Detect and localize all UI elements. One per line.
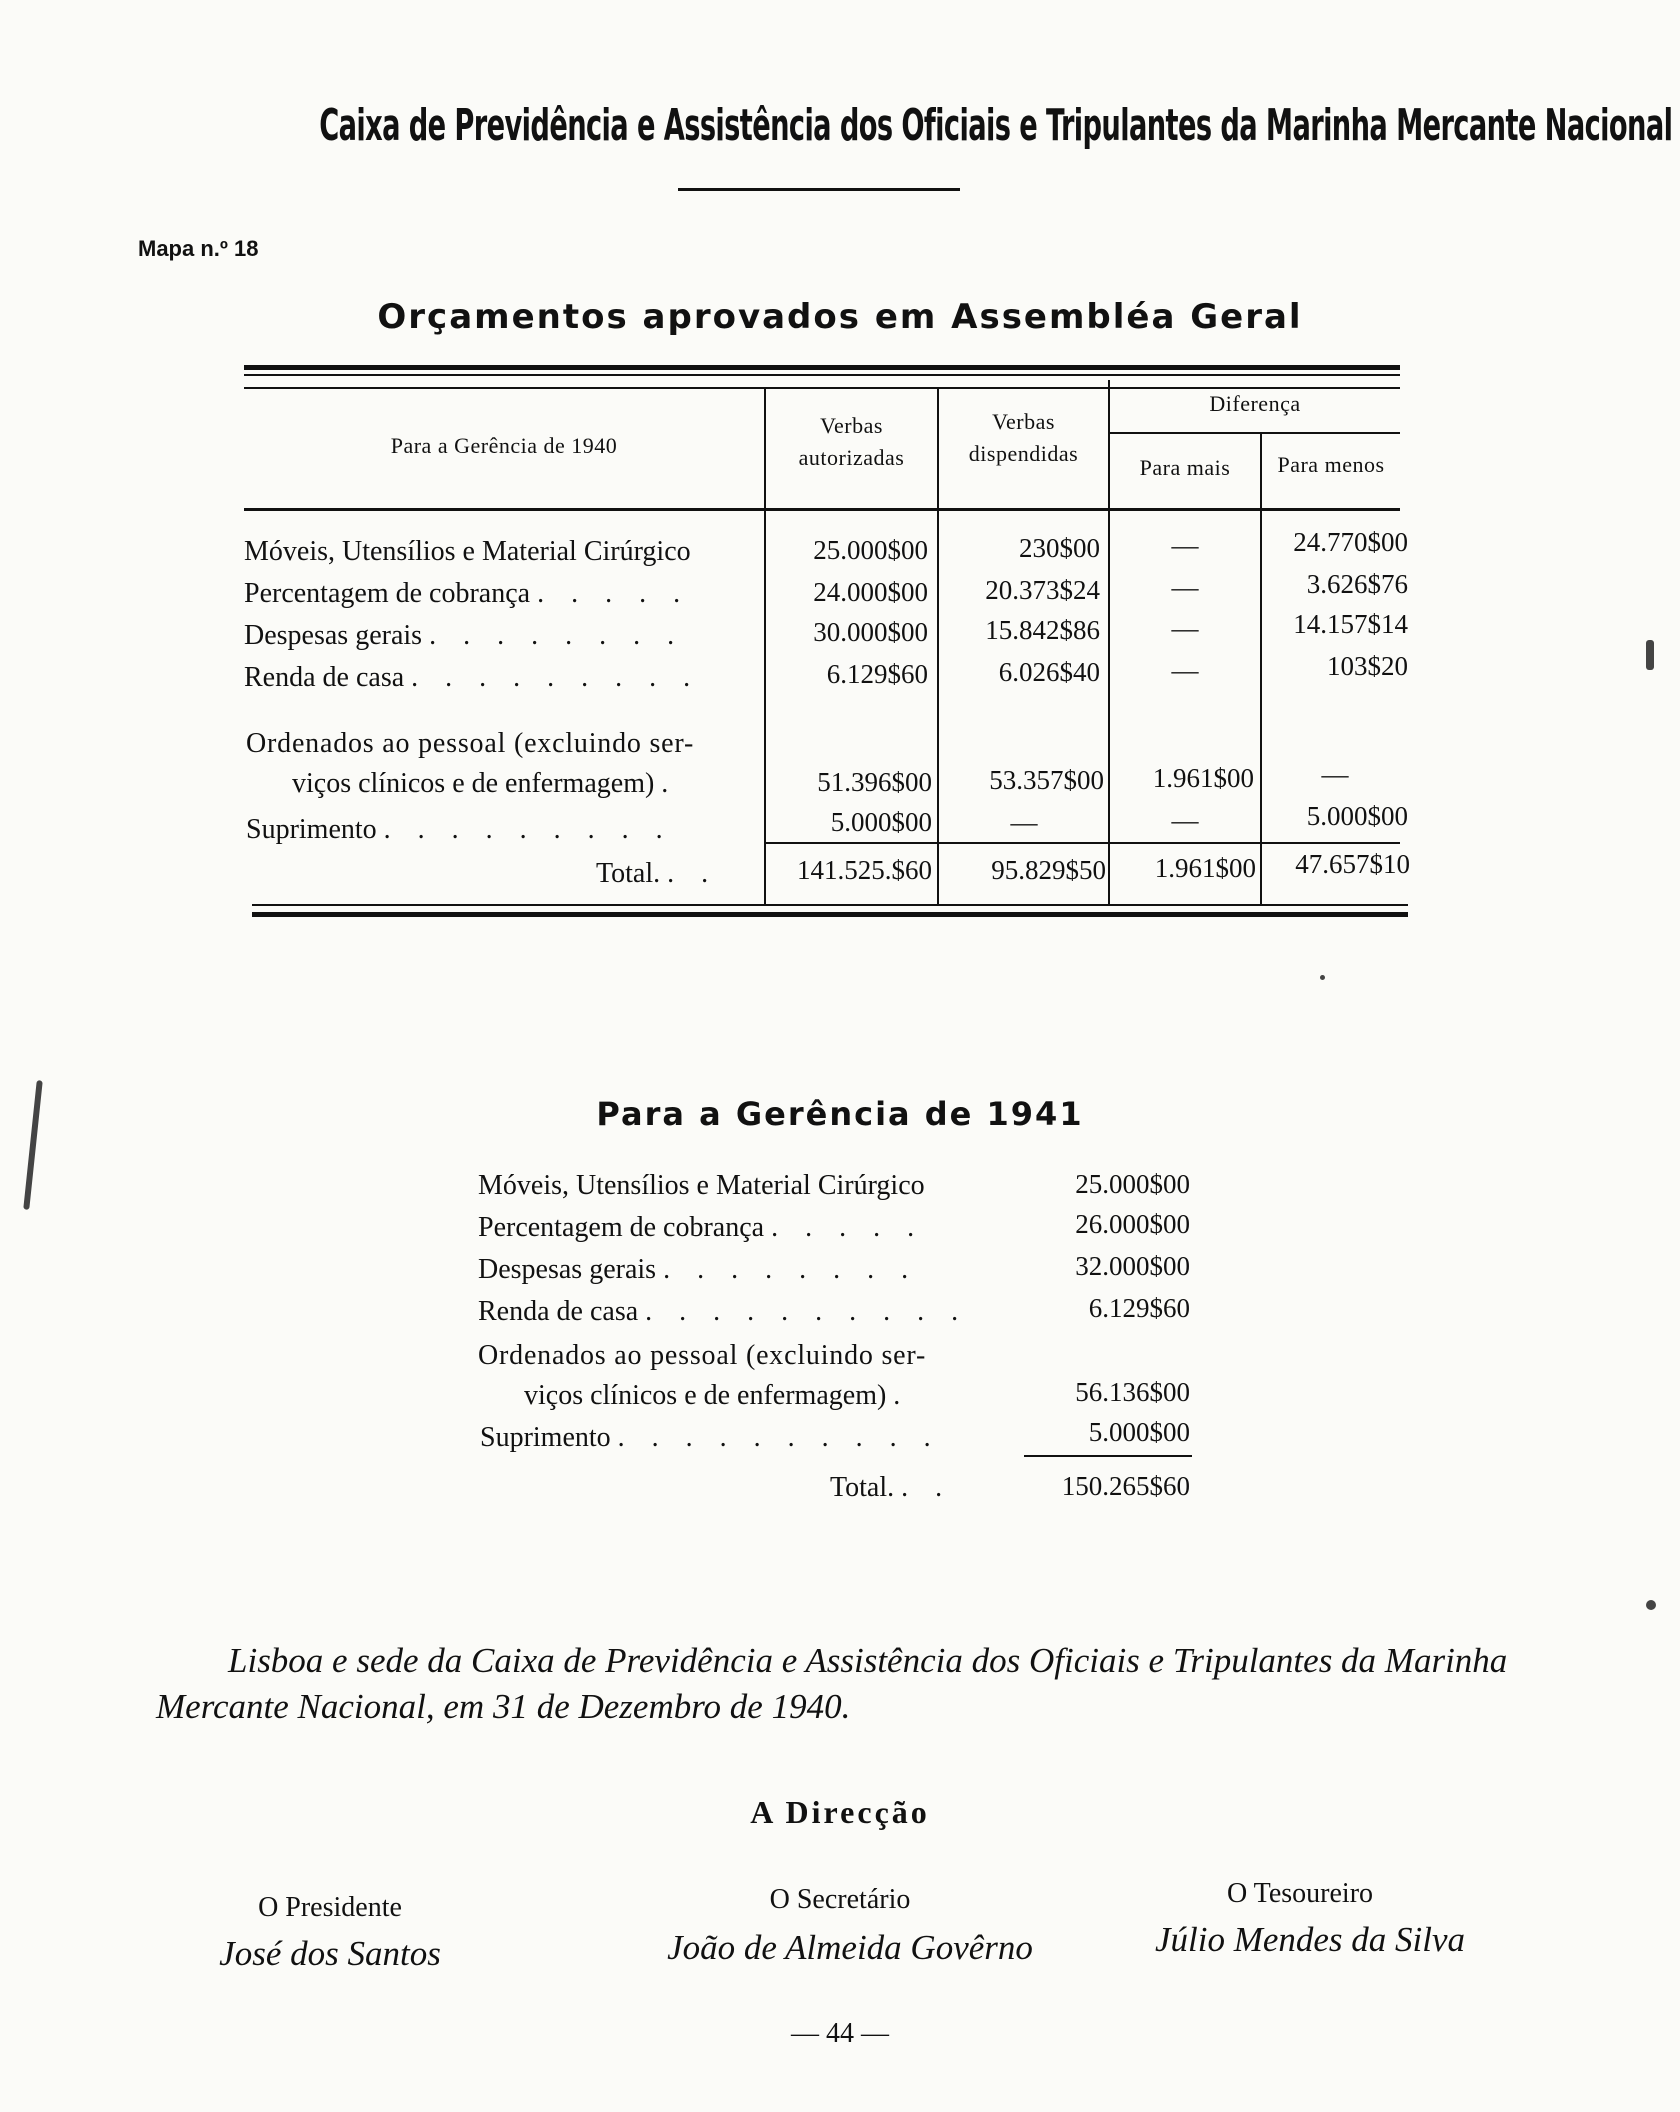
budget-row-label-text: Suprimento (480, 1422, 611, 1453)
cell-spent: 15.842$86 (985, 615, 1100, 645)
budget-1941-title: Para a Gerência de 1941 (596, 1095, 1084, 1133)
cell-spent: 20.373$24 (985, 575, 1100, 605)
leader-dots: . . . . . (771, 1212, 925, 1243)
leader-dots: . . . . . . . . . (383, 814, 673, 845)
row-label (244, 660, 700, 696)
header-difference: Diferença (1209, 391, 1301, 416)
table-top-rule (244, 365, 1400, 370)
budget-total-value: 150.265$60 (1061, 1471, 1190, 1501)
cell-plus: — (1171, 530, 1199, 560)
header-minus: Para menos (1277, 452, 1385, 477)
cell-minus: 5.000$00 (1306, 801, 1408, 831)
leader-dots: . . (901, 1472, 953, 1503)
budget-row-label: Móveis, Utensílios e Material Cirúrgico (478, 1170, 925, 1201)
table-bottom-rule (252, 912, 1408, 917)
total-authorized: 141.525.$60 (797, 855, 932, 885)
difference-subrule (1110, 432, 1400, 434)
row-label-continuation (292, 766, 678, 802)
cell-minus: 103$20 (1327, 651, 1408, 681)
header-spent-line1: Verbas (992, 409, 1055, 434)
budget-row-value: 6.129$60 (1088, 1293, 1190, 1323)
table-title: Orçamentos aprovados em Assembléa Geral (377, 297, 1303, 337)
budget-total-rule (1024, 1455, 1192, 1457)
budget-row-value: 56.136$00 (1075, 1377, 1190, 1407)
budget-total-label-text: Total. (830, 1472, 895, 1503)
row-label: Ordenados ao pessoal (excluindo ser- (246, 728, 695, 759)
cell-authorized: 6.129$60 (826, 659, 928, 689)
total-label (596, 856, 718, 892)
budget-row-value: 32.000$00 (1075, 1251, 1190, 1281)
cell-plus: — (1171, 572, 1199, 602)
cell-minus: 14.157$14 (1293, 609, 1408, 639)
scan-speck (1320, 975, 1325, 980)
signature-name-treasurer: Júlio Mendes da Silva (1154, 1920, 1466, 1959)
cell-spent: 53.357$00 (989, 765, 1104, 795)
cell-authorized: 25.000$00 (813, 535, 928, 565)
cell-minus: 24.770$00 (1293, 527, 1408, 557)
table-top-rule-thin (244, 374, 1400, 376)
header-authorized (766, 410, 937, 474)
budget-row-value: 25.000$00 (1075, 1169, 1190, 1199)
cell-authorized: 30.000$00 (813, 617, 928, 647)
leader-dots: . . . . . . . . . . (645, 1296, 969, 1327)
closing-statement: Lisboa e sede da Caixa de Previdência e Assistência dos Oficiais e Tripulantes da Marinha Mercante Nacional, em 31 de Dezembro de 1940. (156, 1641, 1508, 1726)
board-title: A Direcção (750, 1794, 930, 1830)
budget-row-label-text: Percentagem de cobrança (478, 1212, 765, 1243)
budget-row-label-continuation (524, 1378, 910, 1414)
total-plus: 1.961$00 (1154, 853, 1256, 883)
subtotal-rule (766, 842, 1400, 844)
leader-dots: . . (667, 858, 719, 889)
budget-row-value: 5.000$00 (1088, 1417, 1190, 1447)
row-label (244, 576, 690, 612)
scan-speck (1646, 640, 1654, 670)
budget-total-label (830, 1470, 952, 1506)
cell-spent: 230$00 (1019, 533, 1100, 563)
total-minus: 47.657$10 (1295, 849, 1410, 879)
signature-role-secretary: O Secretário (769, 1884, 911, 1915)
cell-spent: — (1010, 807, 1038, 837)
header-spent-line2: dispendidas (968, 441, 1079, 466)
header-plus: Para mais (1139, 455, 1231, 480)
row-label-text: Percentagem de cobrança (244, 578, 531, 609)
row-label (244, 618, 684, 654)
cell-minus: 3.626$76 (1306, 569, 1408, 599)
cell-authorized: 51.396$00 (817, 767, 932, 797)
row-label-text: Renda de casa (244, 662, 405, 693)
map-number: Mapa n.º 18 (138, 236, 259, 261)
cell-minus: — (1321, 759, 1349, 789)
leader-dots: . . . . . . . . . . (617, 1422, 941, 1453)
cell-authorized: 24.000$00 (813, 577, 928, 607)
budget-row-label: Ordenados ao pessoal (excluindo ser- (478, 1340, 927, 1371)
page-number: — 44 — (791, 2018, 889, 2049)
budget-row-label-text: Renda de casa (478, 1296, 639, 1327)
budget-row-value: 26.000$00 (1075, 1209, 1190, 1239)
header-authorized-line1: Verbas (820, 413, 883, 438)
row-label-text: viços clínicos e de enfermagem) (292, 768, 655, 799)
leader-dots: . (893, 1380, 911, 1411)
row-label (246, 812, 673, 848)
row-label-text: Despesas gerais (244, 620, 423, 651)
header-period-label: Para a Gerência de 1940 (390, 433, 618, 458)
cell-plus: — (1171, 655, 1199, 685)
cell-plus: — (1171, 613, 1199, 643)
budget-row-label (480, 1420, 941, 1456)
cell-plus: 1.961$00 (1152, 763, 1254, 793)
cell-spent: 6.026$40 (998, 657, 1100, 687)
leader-dots: . . . . . . . . (429, 620, 685, 651)
cell-plus: — (1171, 805, 1199, 835)
document-header-title: Caixa de Previdência e Assistência dos Oficiais e Tripulantes da Marinha Mercante Nacional (319, 100, 1673, 151)
header-spent (939, 406, 1108, 470)
leader-dots: . . . . . . . . . (411, 662, 701, 693)
leader-dots: . . . . . . . . (663, 1254, 919, 1285)
leader-dots: . (661, 768, 679, 799)
header-bottom-rule (244, 508, 1400, 511)
total-label-text: Total. (596, 858, 661, 889)
budget-row-label (478, 1252, 918, 1288)
header-authorized-line2: autorizadas (798, 445, 905, 470)
header-underline (678, 188, 960, 191)
signature-name-president: José dos Santos (219, 1934, 441, 1973)
signature-role-treasurer: O Tesoureiro (1226, 1878, 1374, 1909)
row-label-text: Suprimento (246, 814, 377, 845)
budget-row-label-text: viços clínicos e de enfermagem) (524, 1380, 887, 1411)
budget-row-label-text: Despesas gerais (478, 1254, 657, 1285)
row-label: Móveis, Utensílios e Material Cirúrgico (244, 536, 691, 567)
cell-authorized: 5.000$00 (830, 807, 932, 837)
signature-name-secretary: João de Almeida Govêrno (667, 1928, 1033, 1967)
signature-role-president: O Presidente (258, 1892, 402, 1923)
budget-row-label (478, 1294, 968, 1330)
total-spent: 95.829$50 (991, 855, 1106, 885)
leader-dots: . . . . . (537, 578, 691, 609)
budget-row-label (478, 1210, 924, 1246)
scan-speck (1646, 1600, 1656, 1610)
table-bottom-rule-thin (252, 904, 1408, 906)
